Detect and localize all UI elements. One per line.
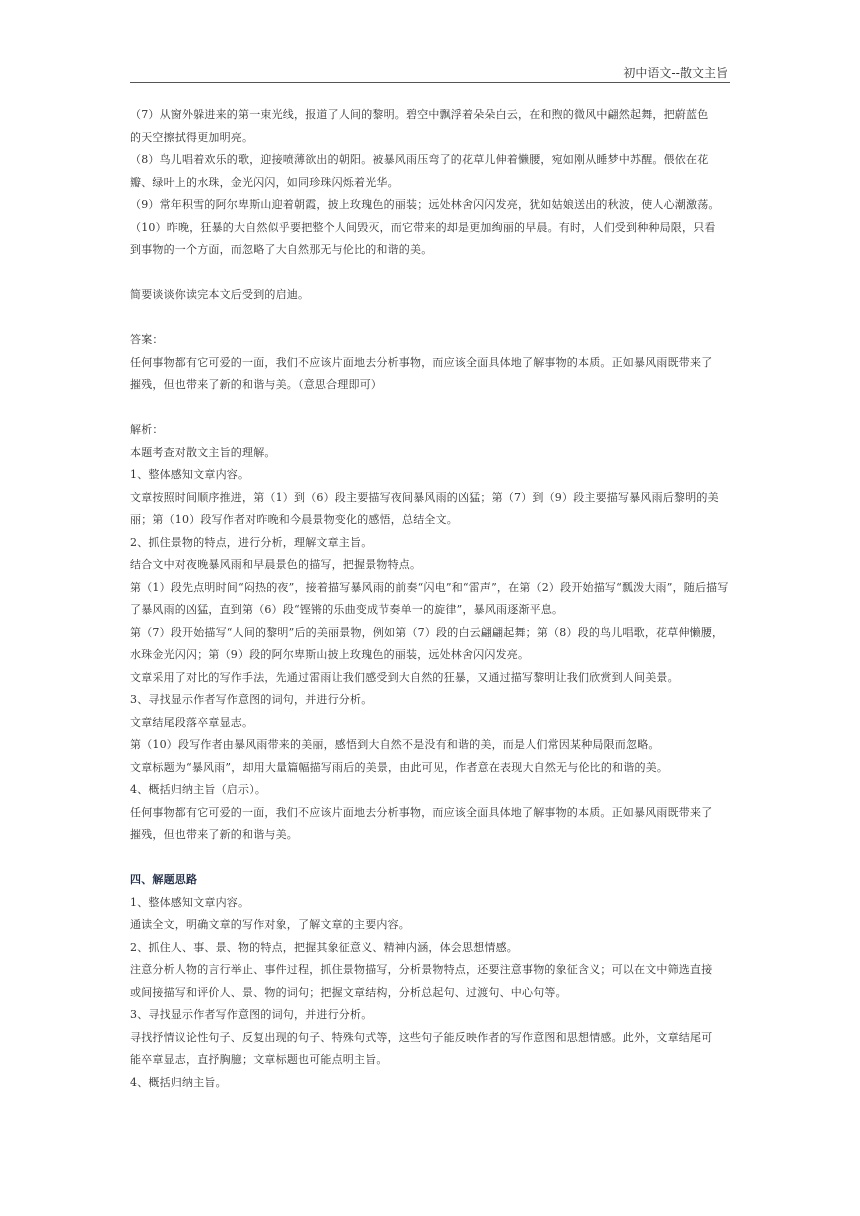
analysis-line: 结合文中对夜晚暴风雨和早晨景色的描写，把握景物特点。: [130, 558, 422, 571]
answer-line-2: 摧残，但也带来了新的和谐与美。（意思合理即可）: [130, 378, 383, 391]
analysis-line: 文章标题为“暴风雨”，却用大量篇幅描写雨后的美景，由此可见，作者意在表现大自然无与伦比的和谐的美。: [130, 760, 669, 774]
analysis-line: 摧残，但也带来了新的和谐与美。: [130, 828, 298, 841]
method-line: 注意分析人物的言行举止、事件过程，抓住景物描写，分析景物特点，还要注意事物的象征含义；可以在文中筛选直接: [130, 963, 713, 976]
analysis-line: 第（7）段开始描写“人间的黎明”后的美丽景物，例如第（7）段的白云翩翩起舞；第（8）段的鸟儿唱歌，花草伸懒腰，: [130, 625, 724, 639]
spacer: [130, 262, 732, 285]
paragraph-7-line-2: 的天空擦拭得更加明亮。: [130, 130, 254, 144]
analysis-line: 任何事物都有它可爱的一面，我们不应该片面地去分析事物，而应该全面具体地了解事物的本质。正如暴风雨既带来了: [130, 805, 713, 819]
paragraph-9-line-1: （9）常年积雪的阿尔卑斯山迎着朝霞，披上玫瑰色的丽装；远处林舍闪闪发亮，犹如姑娘送出的秋波，使人心潮激荡。: [130, 198, 720, 211]
spacer: [130, 397, 732, 420]
page-header: [130, 62, 730, 83]
analysis-line: 第（1）段先点明时间“闷热的夜”，接着描写暴风雨的前奏“闪电”和“雷声”，在第（2）段开始描写“瓢泼大雨”，随后描写: [130, 580, 729, 594]
paragraph-10-line-1: （10）昨晚，狂暴的大自然似乎要把整个人间毁灭，而它带来的却是更加绚丽的早晨。有时，人们受到种种局限，只看: [130, 220, 716, 234]
answer-line-1: 任何事物都有它可爱的一面，我们不应该片面地去分析事物，而应该全面具体地了解事物的本质。正如暴风雨既带来了: [130, 355, 713, 369]
answer-label: 答案：: [130, 333, 164, 346]
method-line: 能卒章显志，直抒胸臆；文章标题也可能点明主旨。: [130, 1053, 388, 1066]
paragraph-8-line-1: （8）鸟儿唱着欢乐的歌，迎接喷薄欲出的朝阳。被暴风雨压弯了的花草儿伸着懒腰，宛如刚从睡梦中苏醒。偎依在花: [130, 153, 709, 166]
analysis-line: 本题考查对散文主旨的理解。: [130, 445, 276, 459]
document-body: [130, 104, 732, 1094]
header-title: 初中语文--散文主旨: [623, 66, 728, 80]
analysis-step-2: 2、抓住景物的特点，进行分析，理解文章主旨。: [130, 535, 373, 549]
method-step-2: 2、抓住人、事、景、物的特点，把握其象征意义、精神内涵，体会思想情感。: [130, 940, 518, 954]
spacer: [130, 847, 732, 870]
analysis-line: 文章采用了对比的写作手法，先通过雷雨让我们感受到大自然的狂暴，又通过描写黎明让我们欣赏到人间美景。: [130, 670, 679, 684]
paragraph-8-line-2: 瓣、绿叶上的水珠，金光闪闪，如同珍珠闪烁着光华。: [130, 175, 399, 189]
analysis-label: 解析：: [130, 423, 164, 436]
method-step-4: 4、概括归纳主旨。: [130, 1075, 227, 1089]
method-step-1: 1、整体感知文章内容。: [130, 895, 250, 909]
analysis-step-1: 1、整体感知文章内容。: [130, 468, 250, 481]
method-line: 或间接描写和评价人、景、物的词句；把握文章结构，分析总起句、过渡句、中心句等。: [130, 985, 567, 999]
method-line: 通读全文，明确文章的写作对象，了解文章的主要内容。: [130, 918, 410, 931]
spacer: [130, 307, 732, 330]
analysis-line: 丽；第（10）段写作者对昨晚和今晨景物变化的感悟，总结全文。: [130, 513, 458, 526]
method-step-3: 3、寻找显示作者写作意图的词句，并进行分析。: [130, 1008, 373, 1021]
analysis-line: 文章按照时间顺序推进，第（1）到（6）段主要描写夜间暴风雨的凶猛；第（7）到（9）段主要描写暴风雨后黎明的美: [130, 490, 719, 504]
question-text: 简要谈谈你读完本文后受到的启迪。: [130, 288, 310, 301]
analysis-line: 了暴风雨的凶猛，直到第（6）段“铿锵的乐曲变成节奏单一的旋律”，暴风雨逐渐平息。: [130, 603, 564, 616]
analysis-step-4: 4、概括归纳主旨（启示）。: [130, 783, 267, 796]
paragraph-10-line-2: 到事物的一个方面，而忽略了大自然那无与伦比的和谐的美。: [130, 243, 433, 256]
analysis-line: 文章结尾段落卒章显志。: [130, 715, 254, 729]
method-line: 寻找抒情议论性句子、反复出现的句子、特殊句式等，这些句子能反映作者的写作意图和思想情感。此外，文章结尾可: [130, 1030, 713, 1044]
analysis-step-3: 3、寻找显示作者写作意图的词句，并进行分析。: [130, 693, 373, 706]
analysis-line: 第（10）段写作者由暴风雨带来的美丽，感悟到大自然不是没有和谐的美，而是人们常因某种局限而忽略。: [130, 738, 660, 751]
analysis-line: 水珠金光闪闪；第（9）段的阿尔卑斯山披上玫瑰色的丽装，远处林舍闪闪发亮。: [130, 648, 530, 661]
section-heading: 四、解题思路: [130, 873, 198, 886]
paragraph-7-line-1: （7）从窗外躲进来的第一束光线，报道了人间的黎明。碧空中飘浮着朵朵白云，在和煦的微风中翩然起舞，把蔚蓝色: [130, 108, 709, 121]
